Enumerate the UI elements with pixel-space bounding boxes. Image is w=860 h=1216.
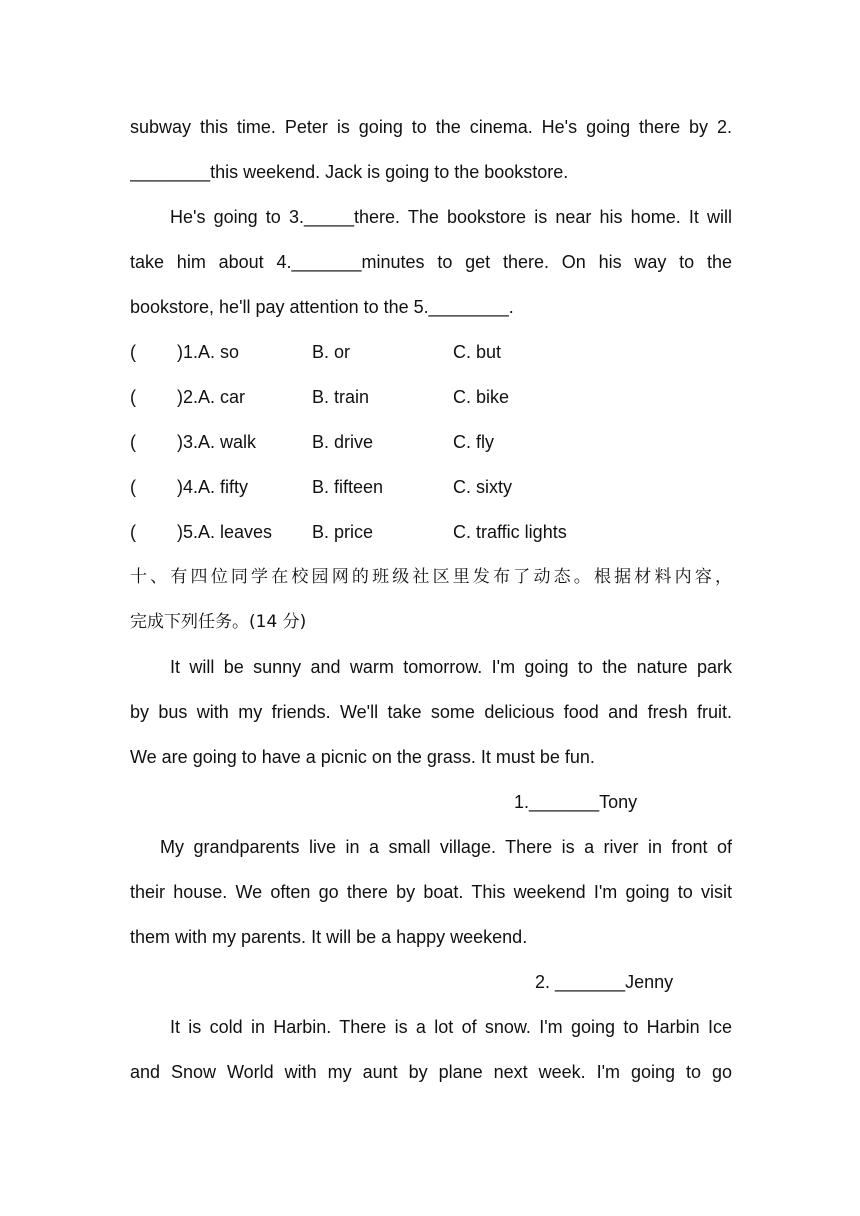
post-line: It will be sunny and warm tomorrow. I'm going to the nature park [170, 657, 732, 677]
option-a: )2.A. car [177, 387, 246, 407]
option-c: C. traffic lights [453, 522, 567, 542]
answer-bracket: ( [130, 387, 136, 407]
worksheet-content [130, 105, 732, 1095]
answer-bracket: ( [130, 477, 136, 497]
post-line: and Snow World with my aunt by plane next week. I'm going to go [130, 1062, 732, 1082]
option-b: B. or [312, 342, 351, 362]
post-line: It is cold in Harbin. There is a lot of snow. I'm going to Harbin Ice [170, 1017, 732, 1037]
question-row [130, 330, 732, 375]
question-row [130, 510, 732, 555]
option-b: B. fifteen [312, 477, 384, 497]
post-line: My grandparents live in a small village. There is a river in front of [160, 837, 732, 857]
answer-bracket: ( [130, 522, 136, 542]
answer-bracket: ( [130, 342, 136, 362]
question-row [130, 375, 732, 420]
option-a: )3.A. walk [177, 432, 257, 452]
passage-line: take him about 4._______minutes to get there. On his way to the [130, 252, 732, 272]
question-row [130, 465, 732, 510]
option-a: )1.A. so [177, 342, 240, 362]
passage-line: bookstore, he'll pay attention to the 5.________. [130, 297, 514, 317]
signature-text: 2. _______Jenny [535, 972, 674, 992]
option-c: C. bike [453, 387, 510, 407]
section-heading: 完成下列任务。(14 分) [130, 612, 307, 632]
post-line: their house. We often go there by boat. This weekend I'm going to visit [130, 882, 732, 902]
question-row [130, 420, 732, 465]
option-c: C. fly [453, 432, 495, 452]
option-b: B. drive [312, 432, 374, 452]
passage-line: subway this time. Peter is going to the cinema. He's going there by 2. [130, 117, 732, 137]
post-line: by bus with my friends. We'll take some delicious food and fresh fruit. [130, 702, 732, 722]
passage-line: ________this weekend. Jack is going to the bookstore. [130, 162, 569, 182]
post-line: them with my parents. It will be a happy weekend. [130, 927, 528, 947]
option-a: )4.A. fifty [177, 477, 249, 497]
option-c: C. sixty [453, 477, 513, 497]
option-c: C. but [453, 342, 502, 362]
post-line: We are going to have a picnic on the grass. It must be fun. [130, 747, 595, 767]
option-b: B. price [312, 522, 374, 542]
option-b: B. train [312, 387, 370, 407]
option-a: )5.A. leaves [177, 522, 273, 542]
answer-bracket: ( [130, 432, 136, 452]
section-heading: 十、有四位同学在校园网的班级社区里发布了动态。根据材料内容， [130, 567, 732, 587]
signature-text: 1._______Tony [514, 792, 638, 812]
post-signature [130, 960, 732, 1005]
passage-line: He's going to 3._____there. The bookstore is near his home. It will [170, 207, 732, 227]
post-signature [130, 780, 732, 825]
